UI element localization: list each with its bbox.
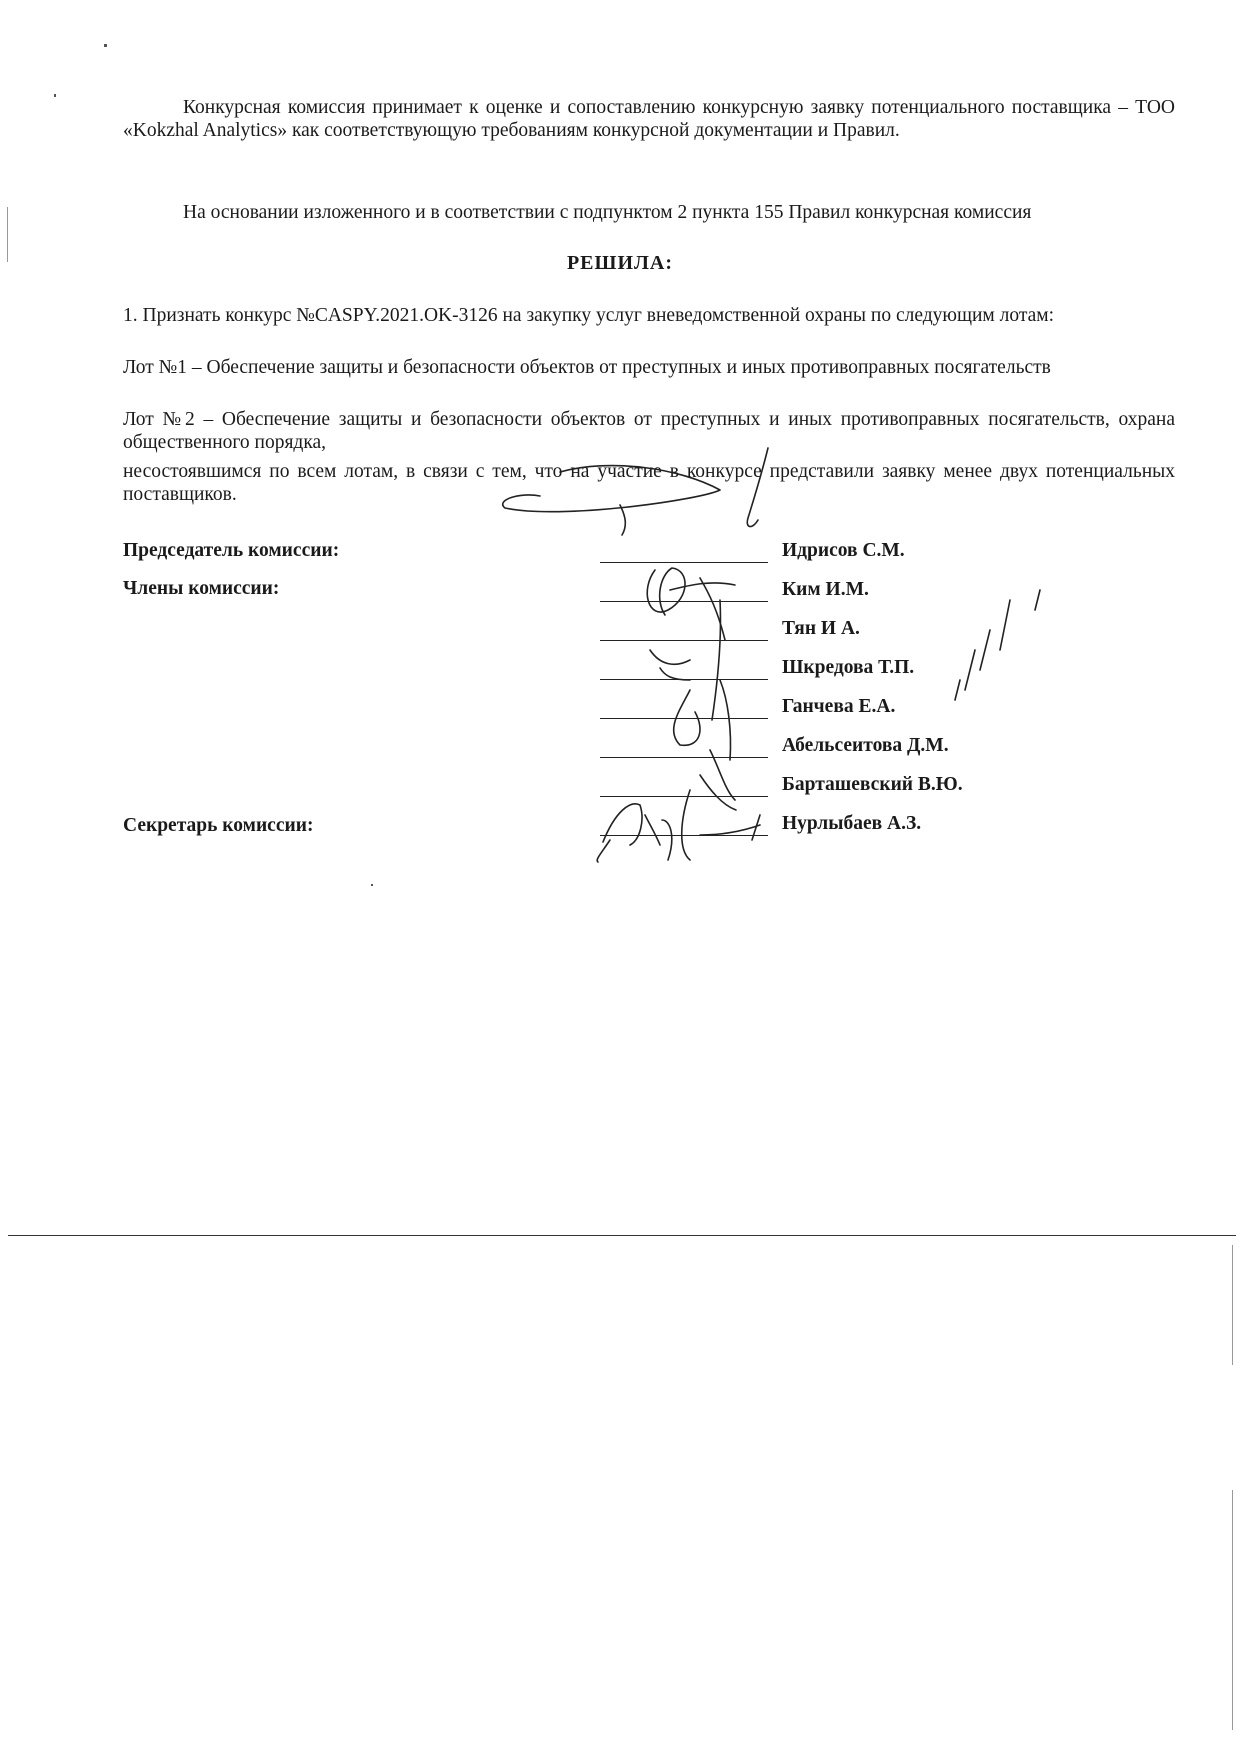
page-separator bbox=[8, 1235, 1236, 1236]
scan-edge-mark bbox=[7, 207, 8, 262]
scan-speck bbox=[371, 884, 373, 886]
signature-line bbox=[600, 718, 768, 719]
scan-speck bbox=[54, 94, 56, 97]
signature-line bbox=[600, 757, 768, 758]
chairman-label: Председатель комиссии: bbox=[123, 540, 340, 561]
signatory-name: Нурлыбаев А.З. bbox=[782, 813, 922, 834]
signature-member-tyan bbox=[712, 600, 721, 720]
signatory-name: Абельсеитова Д.М. bbox=[782, 735, 949, 756]
signatory-name: Идрисов С.М. bbox=[782, 540, 905, 561]
signature-line bbox=[600, 679, 768, 680]
signatory-name: Шкредова Т.П. bbox=[782, 657, 915, 678]
scan-edge-mark bbox=[1232, 1490, 1233, 1730]
signature-flourish-top bbox=[620, 505, 625, 535]
signature-secretary bbox=[597, 840, 610, 862]
signatory-name: Тян И А. bbox=[782, 618, 860, 639]
signature-member-kim bbox=[700, 578, 725, 640]
scan-speck bbox=[104, 44, 107, 47]
lot-1-text: Лот №1 – Обеспечение защиты и безопасности объектов от преступных и иных противоправных посягательств bbox=[123, 357, 1051, 378]
signature-member-bartashevsky bbox=[700, 775, 736, 810]
signatory-name: Ганчева Е.А. bbox=[782, 696, 896, 717]
signature-line bbox=[600, 601, 768, 602]
decision-conclusion: несостоявшимся по всем лотам, в связи с тем, что на участие в конкурсе представили заявку менее двух потенциальных поставщиков. bbox=[123, 461, 1175, 505]
signature-side-mark bbox=[955, 590, 1040, 700]
signature-secretary bbox=[603, 790, 760, 860]
signature-line bbox=[600, 835, 768, 836]
signature-member-gancheva bbox=[674, 680, 731, 760]
signatory-name: Барташевский В.Ю. bbox=[782, 774, 963, 795]
members-label: Члены комиссии: bbox=[123, 578, 280, 599]
scan-edge-mark bbox=[1232, 1245, 1233, 1365]
decision-heading: РЕШИЛА: bbox=[566, 252, 674, 274]
secretary-label: Секретарь комиссии: bbox=[123, 815, 314, 836]
signature-member-shkredova bbox=[650, 650, 690, 680]
signature-line bbox=[600, 796, 768, 797]
signature-line bbox=[600, 640, 768, 641]
signature-line bbox=[600, 562, 768, 563]
paragraph-basis: На основании изложенного и в соответствии с подпунктом 2 пункта 155 Правил конкурсная комиссия bbox=[183, 202, 1032, 223]
lot-2-text: Лот №2 – Обеспечение защиты и безопасности объектов от преступных и иных противоправных посягательств, охрана общественного порядка, bbox=[123, 409, 1175, 453]
decision-item-1: 1. Признать конкурс №CASPY.2021.OK-3126 на закупку услуг вневедомственной охраны по следующим лотам: bbox=[123, 305, 1055, 326]
signature-member-kim bbox=[647, 568, 735, 615]
paragraph-acceptance: Конкурсная комиссия принимает к оценке и сопоставлению конкурсную заявку потенциального поставщика – ТОО «Kokzhal Analytics» как соответствующую требованиям конкурсной документации и Правил. bbox=[123, 97, 1175, 141]
signatory-name: Ким И.М. bbox=[782, 579, 869, 600]
